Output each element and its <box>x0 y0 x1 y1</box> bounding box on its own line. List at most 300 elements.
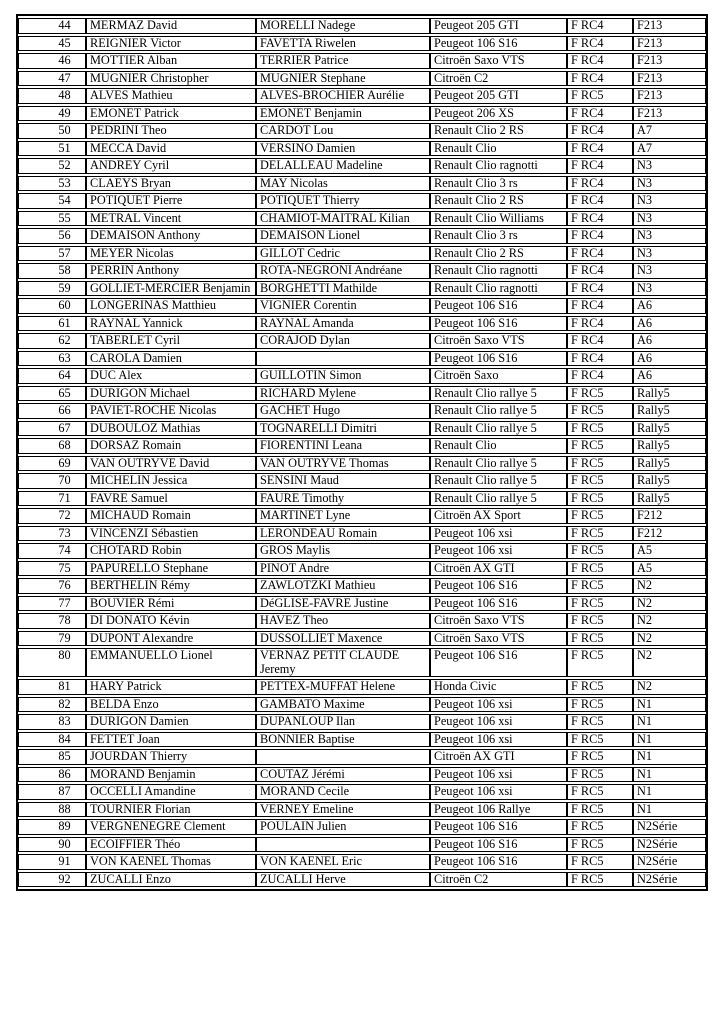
group-cell: Rally5 <box>633 386 706 402</box>
class-cell: F RC4 <box>567 298 633 314</box>
entry-number-cell: 82 <box>18 697 86 713</box>
entry-number-cell: 45 <box>18 36 86 52</box>
group-cell: N2Série <box>633 819 706 835</box>
class-cell: F RC5 <box>567 386 633 402</box>
driver-cell: MOTTIER Alban <box>86 53 256 69</box>
table-row <box>18 767 706 783</box>
group-cell: N3 <box>633 176 706 192</box>
table-row <box>18 123 706 139</box>
group-cell: N3 <box>633 228 706 244</box>
group-cell: F213 <box>633 18 706 34</box>
entry-number-cell: 79 <box>18 631 86 647</box>
car-cell: Peugeot 205 GTI <box>430 88 567 104</box>
class-cell: F RC5 <box>567 854 633 870</box>
car-cell: Renault Clio <box>430 141 567 157</box>
table-row <box>18 473 706 489</box>
class-cell: F RC5 <box>567 526 633 542</box>
car-cell: Citroën Saxo VTS <box>430 613 567 629</box>
codriver-cell: FAVETTA Riwelen <box>256 36 430 52</box>
driver-cell: DUPONT Alexandre <box>86 631 256 647</box>
class-cell: F RC5 <box>567 714 633 730</box>
entry-number-cell: 80 <box>18 648 86 677</box>
entry-number-cell: 75 <box>18 561 86 577</box>
codriver-cell: RICHARD Mylene <box>256 386 430 402</box>
table-row <box>18 837 706 853</box>
entry-number-cell: 65 <box>18 386 86 402</box>
entry-number-cell: 73 <box>18 526 86 542</box>
car-cell: Peugeot 106 S16 <box>430 298 567 314</box>
group-cell: Rally5 <box>633 421 706 437</box>
table-row <box>18 18 706 34</box>
codriver-cell: ALVES-BROCHIER Aurélie <box>256 88 430 104</box>
driver-cell: TABERLET Cyril <box>86 333 256 349</box>
class-cell: F RC4 <box>567 141 633 157</box>
class-cell: F RC4 <box>567 246 633 262</box>
driver-cell: BELDA Enzo <box>86 697 256 713</box>
entry-table <box>16 14 708 891</box>
entry-number-cell: 86 <box>18 767 86 783</box>
car-cell: Renault Clio rallye 5 <box>430 386 567 402</box>
driver-cell: DUBOULOZ Mathias <box>86 421 256 437</box>
car-cell: Citroën Saxo VTS <box>430 631 567 647</box>
table-row <box>18 714 706 730</box>
group-cell: A6 <box>633 351 706 367</box>
codriver-cell: TERRIER Patrice <box>256 53 430 69</box>
entry-number-cell: 70 <box>18 473 86 489</box>
entry-number-cell: 58 <box>18 263 86 279</box>
class-cell: F RC5 <box>567 631 633 647</box>
codriver-cell: PETTEX-MUFFAT Helene <box>256 679 430 695</box>
table-row <box>18 578 706 594</box>
driver-cell: MICHELIN Jessica <box>86 473 256 489</box>
entry-number-cell: 55 <box>18 211 86 227</box>
table-row <box>18 106 706 122</box>
entry-number-cell: 46 <box>18 53 86 69</box>
car-cell: Peugeot 106 S16 <box>430 578 567 594</box>
group-cell: A6 <box>633 298 706 314</box>
table-row <box>18 508 706 524</box>
codriver-cell: GILLOT Cedric <box>256 246 430 262</box>
car-cell: Peugeot 106 S16 <box>430 819 567 835</box>
driver-cell: METRAL Vincent <box>86 211 256 227</box>
driver-cell: ZUCALLI Enzo <box>86 872 256 888</box>
codriver-cell: HAVEZ Theo <box>256 613 430 629</box>
class-cell: F RC5 <box>567 648 633 677</box>
codriver-cell: VIGNIER Corentin <box>256 298 430 314</box>
car-cell: Citroën AX GTI <box>430 561 567 577</box>
driver-cell: VON KAENEL Thomas <box>86 854 256 870</box>
table-row <box>18 561 706 577</box>
codriver-cell: POULAIN Julien <box>256 819 430 835</box>
table-row <box>18 281 706 297</box>
codriver-cell: MARTINET Lyne <box>256 508 430 524</box>
driver-cell: CAROLA Damien <box>86 351 256 367</box>
driver-cell: FAVRE Samuel <box>86 491 256 507</box>
codriver-cell: DUPANLOUP Ilan <box>256 714 430 730</box>
table-row <box>18 141 706 157</box>
table-row <box>18 176 706 192</box>
table-row <box>18 872 706 888</box>
class-cell: F RC4 <box>567 368 633 384</box>
class-cell: F RC5 <box>567 784 633 800</box>
driver-cell: EMONET Patrick <box>86 106 256 122</box>
codriver-cell: DéGLISE-FAVRE Justine <box>256 596 430 612</box>
codriver-cell: DEMAISON Lionel <box>256 228 430 244</box>
codriver-cell: DUSSOLLIET Maxence <box>256 631 430 647</box>
entry-number-cell: 50 <box>18 123 86 139</box>
table-row <box>18 732 706 748</box>
entry-number-cell: 72 <box>18 508 86 524</box>
car-cell: Citroën C2 <box>430 872 567 888</box>
entry-table-body <box>18 18 706 887</box>
group-cell: Rally5 <box>633 403 706 419</box>
table-row <box>18 36 706 52</box>
group-cell: Rally5 <box>633 438 706 454</box>
class-cell: F RC5 <box>567 438 633 454</box>
group-cell: F213 <box>633 88 706 104</box>
car-cell: Peugeot 106 S16 <box>430 36 567 52</box>
class-cell: F RC4 <box>567 176 633 192</box>
driver-cell: DI DONATO Kévin <box>86 613 256 629</box>
driver-cell: REIGNIER Victor <box>86 36 256 52</box>
codriver-cell: DELALLEAU Madeline <box>256 158 430 174</box>
driver-cell: LONGERINAS Matthieu <box>86 298 256 314</box>
codriver-cell: CHAMIOT-MAITRAL Kilian <box>256 211 430 227</box>
group-cell: F213 <box>633 53 706 69</box>
car-cell: Renault Clio rallye 5 <box>430 456 567 472</box>
class-cell: F RC5 <box>567 872 633 888</box>
class-cell: F RC5 <box>567 837 633 853</box>
driver-cell: EMMANUELLO Lionel <box>86 648 256 677</box>
driver-cell: BERTHELIN Rémy <box>86 578 256 594</box>
driver-cell: ALVES Mathieu <box>86 88 256 104</box>
group-cell: F213 <box>633 36 706 52</box>
table-row <box>18 491 706 507</box>
driver-cell: CHOTARD Robin <box>86 543 256 559</box>
entry-number-cell: 53 <box>18 176 86 192</box>
class-cell: F RC4 <box>567 193 633 209</box>
car-cell: Honda Civic <box>430 679 567 695</box>
class-cell: F RC5 <box>567 697 633 713</box>
car-cell: Peugeot 106 xsi <box>430 714 567 730</box>
codriver-cell: ZAWLOTZKI Mathieu <box>256 578 430 594</box>
entry-number-cell: 44 <box>18 18 86 34</box>
class-cell: F RC5 <box>567 679 633 695</box>
car-cell: Peugeot 106 S16 <box>430 837 567 853</box>
codriver-cell: VON KAENEL Eric <box>256 854 430 870</box>
driver-cell: MORAND Benjamin <box>86 767 256 783</box>
codriver-cell: FAURE Timothy <box>256 491 430 507</box>
class-cell: F RC5 <box>567 819 633 835</box>
car-cell: Peugeot 106 xsi <box>430 543 567 559</box>
car-cell: Citroën Saxo <box>430 368 567 384</box>
car-cell: Peugeot 106 Rallye <box>430 802 567 818</box>
entry-number-cell: 54 <box>18 193 86 209</box>
table-row <box>18 631 706 647</box>
car-cell: Renault Clio rallye 5 <box>430 473 567 489</box>
table-row <box>18 679 706 695</box>
table-row <box>18 88 706 104</box>
codriver-cell: COUTAZ Jérémi <box>256 767 430 783</box>
class-cell: F RC4 <box>567 36 633 52</box>
car-cell: Citroën Saxo VTS <box>430 53 567 69</box>
codriver-cell: ROTA-NEGRONI Andréane <box>256 263 430 279</box>
table-row <box>18 802 706 818</box>
class-cell: F RC4 <box>567 228 633 244</box>
entry-number-cell: 57 <box>18 246 86 262</box>
group-cell: A5 <box>633 561 706 577</box>
group-cell: N2 <box>633 578 706 594</box>
entry-number-cell: 67 <box>18 421 86 437</box>
group-cell: F213 <box>633 71 706 87</box>
group-cell: A7 <box>633 141 706 157</box>
group-cell: N2Série <box>633 854 706 870</box>
driver-cell: MUGNIER Christopher <box>86 71 256 87</box>
codriver-cell <box>256 351 430 367</box>
car-cell: Peugeot 106 S16 <box>430 351 567 367</box>
car-cell: Renault Clio 3 rs <box>430 228 567 244</box>
codriver-cell: MORELLI Nadege <box>256 18 430 34</box>
driver-cell: DURIGON Damien <box>86 714 256 730</box>
class-cell: F RC4 <box>567 158 633 174</box>
class-cell: F RC4 <box>567 53 633 69</box>
driver-cell: CLAEYS Bryan <box>86 176 256 192</box>
table-row <box>18 211 706 227</box>
car-cell: Peugeot 106 xsi <box>430 526 567 542</box>
group-cell: N1 <box>633 802 706 818</box>
car-cell: Citroën AX GTI <box>430 749 567 765</box>
codriver-cell: LERONDEAU Romain <box>256 526 430 542</box>
class-cell: F RC5 <box>567 508 633 524</box>
class-cell: F RC4 <box>567 211 633 227</box>
entry-number-cell: 76 <box>18 578 86 594</box>
codriver-cell: CORAJOD Dylan <box>256 333 430 349</box>
table-row <box>18 403 706 419</box>
entry-number-cell: 84 <box>18 732 86 748</box>
group-cell: A7 <box>633 123 706 139</box>
table-row <box>18 246 706 262</box>
class-cell: F RC5 <box>567 403 633 419</box>
table-row <box>18 543 706 559</box>
car-cell: Citroën C2 <box>430 71 567 87</box>
class-cell: F RC5 <box>567 596 633 612</box>
entry-number-cell: 85 <box>18 749 86 765</box>
entry-number-cell: 71 <box>18 491 86 507</box>
class-cell: F RC4 <box>567 351 633 367</box>
car-cell: Peugeot 205 GTI <box>430 18 567 34</box>
driver-cell: MICHAUD Romain <box>86 508 256 524</box>
driver-cell: FETTET Joan <box>86 732 256 748</box>
driver-cell: JOURDAN Thierry <box>86 749 256 765</box>
group-cell: N3 <box>633 281 706 297</box>
driver-cell: PAVIET-ROCHE Nicolas <box>86 403 256 419</box>
driver-cell: MERMAZ David <box>86 18 256 34</box>
group-cell: N3 <box>633 263 706 279</box>
car-cell: Peugeot 106 xsi <box>430 767 567 783</box>
class-cell: F RC5 <box>567 543 633 559</box>
group-cell: N1 <box>633 732 706 748</box>
group-cell: N2 <box>633 613 706 629</box>
group-cell: F213 <box>633 106 706 122</box>
entry-number-cell: 69 <box>18 456 86 472</box>
table-row <box>18 263 706 279</box>
car-cell: Citroën Saxo VTS <box>430 333 567 349</box>
class-cell: F RC4 <box>567 106 633 122</box>
entry-number-cell: 51 <box>18 141 86 157</box>
table-row <box>18 228 706 244</box>
class-cell: F RC4 <box>567 123 633 139</box>
driver-cell: RAYNAL Yannick <box>86 316 256 332</box>
car-cell: Renault Clio Williams <box>430 211 567 227</box>
group-cell: N2 <box>633 631 706 647</box>
table-row <box>18 596 706 612</box>
codriver-cell: MUGNIER Stephane <box>256 71 430 87</box>
car-cell: Peugeot 206 XS <box>430 106 567 122</box>
car-cell: Peugeot 106 xsi <box>430 697 567 713</box>
group-cell: N1 <box>633 714 706 730</box>
table-row <box>18 613 706 629</box>
codriver-cell: TOGNARELLI Dimitri <box>256 421 430 437</box>
driver-cell: MEYER Nicolas <box>86 246 256 262</box>
group-cell: N3 <box>633 246 706 262</box>
table-row <box>18 784 706 800</box>
table-row <box>18 351 706 367</box>
group-cell: F212 <box>633 526 706 542</box>
car-cell: Renault Clio rallye 5 <box>430 403 567 419</box>
codriver-cell: ZUCALLI Herve <box>256 872 430 888</box>
class-cell: F RC5 <box>567 456 633 472</box>
group-cell: N2 <box>633 596 706 612</box>
group-cell: Rally5 <box>633 456 706 472</box>
table-row <box>18 854 706 870</box>
group-cell: Rally5 <box>633 473 706 489</box>
table-row <box>18 298 706 314</box>
driver-cell: POTIQUET Pierre <box>86 193 256 209</box>
group-cell: N3 <box>633 193 706 209</box>
table-row <box>18 316 706 332</box>
codriver-cell: BORGHETTI Mathilde <box>256 281 430 297</box>
class-cell: F RC5 <box>567 491 633 507</box>
group-cell: N3 <box>633 211 706 227</box>
entry-number-cell: 66 <box>18 403 86 419</box>
codriver-cell: SENSINI Maud <box>256 473 430 489</box>
car-cell: Peugeot 106 S16 <box>430 854 567 870</box>
group-cell: N2 <box>633 679 706 695</box>
table-row <box>18 697 706 713</box>
car-cell: Renault Clio ragnotti <box>430 281 567 297</box>
table-row <box>18 333 706 349</box>
driver-cell: DUC Alex <box>86 368 256 384</box>
codriver-cell: GAMBATO Maxime <box>256 697 430 713</box>
entry-number-cell: 83 <box>18 714 86 730</box>
codriver-cell: PINOT Andre <box>256 561 430 577</box>
table-row <box>18 456 706 472</box>
codriver-cell: FIORENTINI Leana <box>256 438 430 454</box>
car-cell: Peugeot 106 xsi <box>430 732 567 748</box>
car-cell: Citroën AX Sport <box>430 508 567 524</box>
car-cell: Renault Clio 2 RS <box>430 123 567 139</box>
driver-cell: DURIGON Michael <box>86 386 256 402</box>
class-cell: F RC4 <box>567 18 633 34</box>
entry-number-cell: 52 <box>18 158 86 174</box>
entry-number-cell: 59 <box>18 281 86 297</box>
entry-number-cell: 77 <box>18 596 86 612</box>
class-cell: F RC4 <box>567 263 633 279</box>
driver-cell: OCCELLI Amandine <box>86 784 256 800</box>
codriver-cell: CARDOT Lou <box>256 123 430 139</box>
codriver-cell: VERNAZ PETIT CLAUDE Jeremy <box>256 648 430 677</box>
group-cell: A5 <box>633 543 706 559</box>
entry-number-cell: 91 <box>18 854 86 870</box>
driver-cell: PEDRINI Theo <box>86 123 256 139</box>
car-cell: Peugeot 106 xsi <box>430 784 567 800</box>
table-row <box>18 53 706 69</box>
group-cell: N1 <box>633 784 706 800</box>
group-cell: F212 <box>633 508 706 524</box>
codriver-cell: EMONET Benjamin <box>256 106 430 122</box>
codriver-cell <box>256 837 430 853</box>
codriver-cell: RAYNAL Amanda <box>256 316 430 332</box>
entry-number-cell: 90 <box>18 837 86 853</box>
car-cell: Peugeot 106 S16 <box>430 596 567 612</box>
group-cell: N2Série <box>633 872 706 888</box>
group-cell: N2Série <box>633 837 706 853</box>
class-cell: F RC5 <box>567 473 633 489</box>
codriver-cell: GUILLOTIN Simon <box>256 368 430 384</box>
group-cell: A6 <box>633 368 706 384</box>
entry-number-cell: 64 <box>18 368 86 384</box>
car-cell: Peugeot 106 S16 <box>430 648 567 677</box>
class-cell: F RC5 <box>567 578 633 594</box>
driver-cell: GOLLIET-MERCIER Benjamin <box>86 281 256 297</box>
group-cell: N1 <box>633 749 706 765</box>
group-cell: Rally5 <box>633 491 706 507</box>
driver-cell: PAPURELLO Stephane <box>86 561 256 577</box>
driver-cell: VAN OUTRYVE David <box>86 456 256 472</box>
driver-cell: MECCA David <box>86 141 256 157</box>
car-cell: Renault Clio 3 rs <box>430 176 567 192</box>
codriver-cell: VAN OUTRYVE Thomas <box>256 456 430 472</box>
car-cell: Renault Clio 2 RS <box>430 246 567 262</box>
table-row <box>18 526 706 542</box>
class-cell: F RC5 <box>567 732 633 748</box>
table-row <box>18 421 706 437</box>
entry-number-cell: 92 <box>18 872 86 888</box>
codriver-cell: GROS Maylis <box>256 543 430 559</box>
driver-cell: TOURNIER Florian <box>86 802 256 818</box>
driver-cell: DORSAZ Romain <box>86 438 256 454</box>
group-cell: N1 <box>633 767 706 783</box>
group-cell: N2 <box>633 648 706 677</box>
entry-number-cell: 48 <box>18 88 86 104</box>
class-cell: F RC5 <box>567 421 633 437</box>
table-row <box>18 438 706 454</box>
entry-number-cell: 68 <box>18 438 86 454</box>
entry-number-cell: 87 <box>18 784 86 800</box>
class-cell: F RC5 <box>567 561 633 577</box>
codriver-cell: VERSINO Damien <box>256 141 430 157</box>
codriver-cell: GACHET Hugo <box>256 403 430 419</box>
table-row <box>18 368 706 384</box>
entry-number-cell: 78 <box>18 613 86 629</box>
table-row <box>18 193 706 209</box>
codriver-cell: POTIQUET Thierry <box>256 193 430 209</box>
driver-cell: BOUVIER Rémi <box>86 596 256 612</box>
entry-number-cell: 81 <box>18 679 86 695</box>
table-row <box>18 158 706 174</box>
class-cell: F RC5 <box>567 767 633 783</box>
entry-number-cell: 74 <box>18 543 86 559</box>
